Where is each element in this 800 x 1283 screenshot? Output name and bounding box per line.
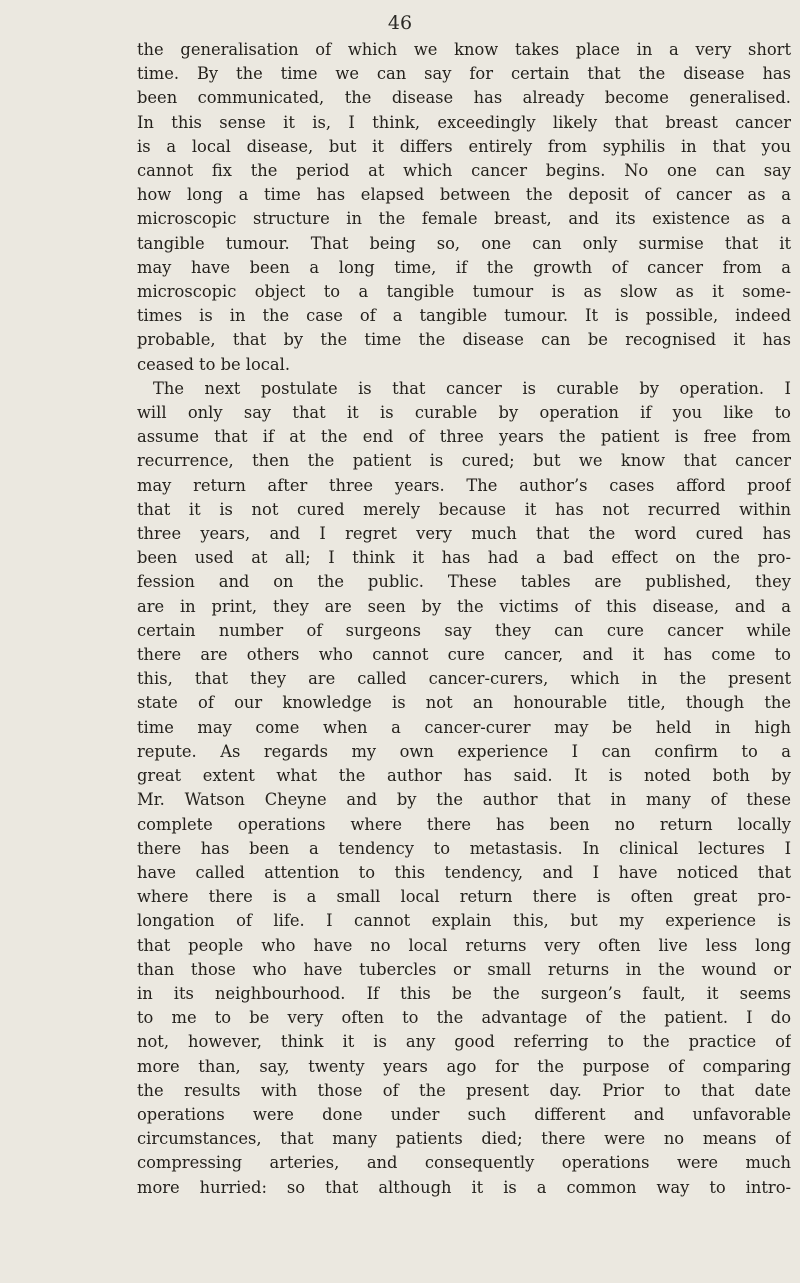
text-line: that people who have no local returns very often live less long: [137, 935, 791, 955]
text-line: been communicated, the disease has already become generalised.: [137, 88, 791, 108]
paragraph-start-line: The next postulate is that cancer is curable by operation. I: [153, 378, 791, 398]
text-line: repute. As regards my own experience I can confirm to a: [137, 741, 791, 761]
text-line: more than, say, twenty years ago for the purpose of comparing: [137, 1056, 791, 1076]
text-line: three years, and I regret very much that the word cured has: [137, 524, 791, 544]
text-line: great extent what the author has said. It is noted both by: [137, 766, 791, 786]
text-line: will only say that it is curable by operation if you like to: [137, 403, 791, 423]
text-line: than those who have tubercles or small returns in the wound or: [137, 959, 791, 979]
text-line: recurrence, then the patient is cured; but we know that cancer: [137, 451, 791, 471]
text-line: In this sense it is, I think, exceedingly likely that breast cancer: [137, 112, 791, 132]
text-line: microscopic structure in the female breast, and its existence as a: [137, 209, 791, 229]
body-text: [137, 38, 791, 1200]
text-line: have called attention to this tendency, and I have noticed that: [137, 862, 791, 882]
text-line: that it is not cured merely because it has not recurred within: [137, 499, 791, 519]
text-line: certain number of surgeons say they can cure cancer while: [137, 620, 791, 640]
text-line: may return after three years. The author’s cases afford proof: [137, 475, 791, 495]
text-line: times is in the case of a tangible tumour. It is possible, indeed: [137, 306, 791, 326]
text-line: to me to be very often to the advantage of the patient. I do: [137, 1008, 791, 1028]
text-line: microscopic object to a tangible tumour is as slow as it some-: [137, 282, 791, 302]
text-line: cannot fix the period at which cancer begins. No one can say: [137, 161, 791, 181]
text-line: probable, that by the time the disease can be recognised it has: [137, 330, 791, 350]
text-line: in its neighbourhood. If this be the surgeon’s fault, it seems: [137, 983, 791, 1003]
text-line: assume that if at the end of three years the patient is free from: [137, 427, 791, 447]
text-line: ceased to be local.: [137, 354, 291, 374]
text-line: been used at all; I think it has had a bad effect on the pro-: [137, 548, 791, 568]
text-line: is a local disease, but it differs entirely from syphilis in that you: [137, 136, 791, 156]
text-line: the generalisation of which we know takes place in a very short: [137, 40, 791, 59]
text-line: the results with those of the present day. Prior to that date: [137, 1080, 791, 1100]
text-line: there are others who cannot cure cancer, and it has come to: [137, 645, 791, 665]
text-line: longation of life. I cannot explain this, but my experience is: [137, 911, 791, 931]
text-line: state of our knowledge is not an honourable title, though the: [137, 693, 791, 713]
text-line: Mr. Watson Cheyne and by the author that in many of these: [137, 790, 791, 810]
text-line: how long a time has elapsed between the deposit of cancer as a: [137, 185, 791, 205]
page-number: 46: [387, 12, 413, 34]
text-line: complete operations where there has been no return locally: [137, 814, 791, 834]
text-line: may have been a long time, if the growth of cancer from a: [137, 257, 791, 277]
text-line: operations were done under such different and unfavorable: [137, 1104, 791, 1124]
text-line: circumstances, that many patients died; there were no means of: [137, 1129, 791, 1149]
text-line: there has been a tendency to metastasis. In clinical lectures I: [137, 838, 791, 858]
text-line: tangible tumour. That being so, one can only surmise that it: [137, 233, 791, 253]
text-line: more hurried: so that although it is a common way to intro-: [137, 1177, 791, 1197]
text-line: are in print, they are seen by the victims of this disease, and a: [137, 596, 791, 616]
text-line: time. By the time we can say for certain that the disease has: [137, 64, 791, 84]
text-line: compressing arteries, and consequently operations were much: [137, 1153, 791, 1173]
text-line: this, that they are called cancer-curers, which in the present: [137, 669, 791, 689]
text-line: time may come when a cancer-curer may be held in high: [137, 717, 791, 737]
text-line: fession and on the public. These tables are published, they: [137, 572, 791, 592]
text-line: where there is a small local return there is often great pro-: [137, 887, 791, 907]
text-line: not, however, think it is any good referring to the practice of: [137, 1032, 791, 1052]
